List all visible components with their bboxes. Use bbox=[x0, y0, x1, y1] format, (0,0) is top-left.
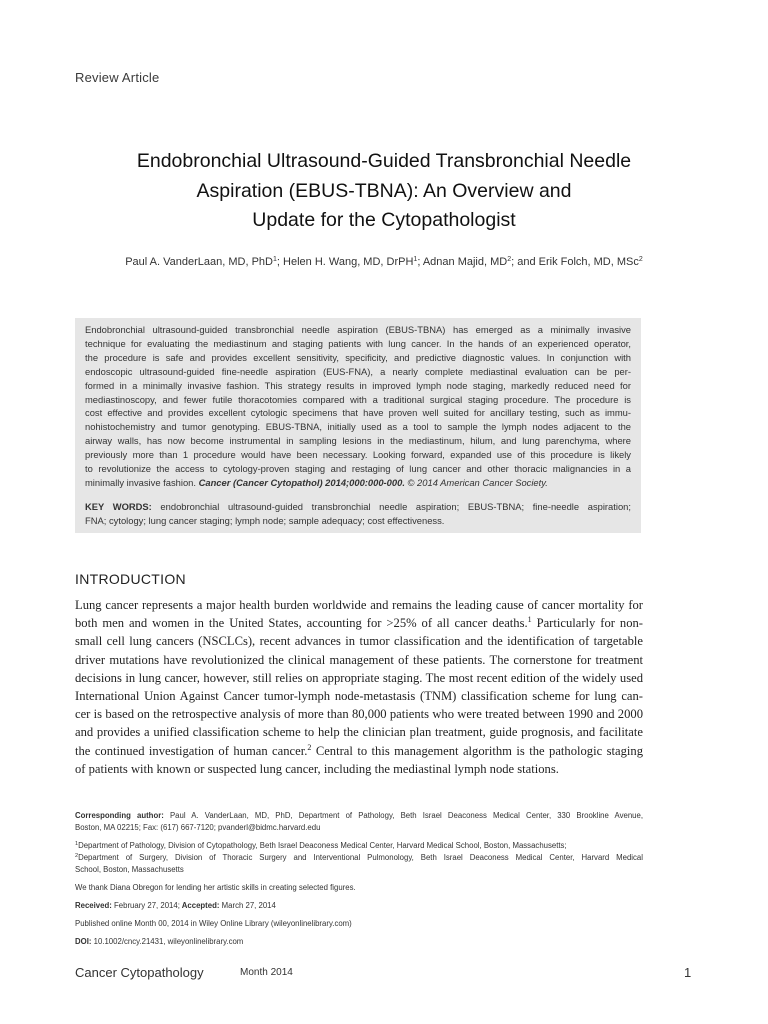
paragraph-line: of patients with known or suspected lung cancer, including the mediastinal lymph node stations. bbox=[75, 761, 559, 776]
received-accepted bbox=[75, 900, 643, 912]
footnote-text: 10.1002/cncy.21431, wileyonlinelibrary.com bbox=[91, 937, 244, 946]
citation-copyright: © 2014 American Cancer Society. bbox=[404, 476, 548, 488]
paragraph-line: cer is based on the retrospective analysis of more than 80,000 patients who were treated between 1990 and 2000 bbox=[75, 707, 643, 722]
corresponding-author bbox=[75, 810, 643, 834]
footnote-label: Received: bbox=[75, 901, 112, 910]
footer-date: Month 2014 bbox=[240, 967, 293, 978]
author-name: ; and Erik Folch, MD, MSc bbox=[511, 256, 639, 268]
author-name: ; Helen H. Wang, MD, DrPH bbox=[276, 256, 414, 268]
affiliations bbox=[75, 840, 643, 876]
published-online: Published online Month 00, 2014 in Wiley Online Library (wileyonlinelibrary.com) bbox=[75, 919, 352, 928]
section-heading: INTRODUCTION bbox=[75, 571, 186, 587]
footnote-line bbox=[75, 852, 643, 864]
footnote-text: Paul A. VanderLaan, MD, PhD, Department of Pathology, Beth Israel Deaconess Medical Center, 330 Brookline Avenue, bbox=[163, 811, 643, 820]
acknowledgment: We thank Diana Obregon for lending her artistic skills in creating selected figures. bbox=[75, 883, 356, 892]
author-list bbox=[60, 256, 708, 268]
affiliation-marker: 1 bbox=[273, 256, 277, 263]
abstract-text bbox=[85, 323, 631, 490]
abstract-last-line bbox=[85, 476, 631, 490]
affiliation-marker: 1 bbox=[75, 841, 79, 847]
title-line: Update for the Cytopathologist bbox=[252, 209, 516, 231]
footnote-label: DOI: bbox=[75, 937, 92, 946]
title-line: Endobronchial Ultrasound-Guided Transbronchial Needle bbox=[136, 150, 632, 172]
reference-marker: 1 bbox=[527, 615, 532, 625]
footnote-line bbox=[75, 840, 643, 852]
abstract-line: to revolutionize the access to cytology-proven staging and restaging of lung cancer and other thoracic malignancies in a bbox=[85, 463, 631, 475]
paragraph-line: driver mutations have revolutionized the clinical management of these patients. The cornerstone for treatment bbox=[75, 652, 643, 667]
abstract-line: airway walls, has now become instrumental in sampling lesions in the mediastinum, hilum, and lung parenchyma, where bbox=[85, 435, 631, 447]
article-title bbox=[60, 147, 708, 236]
paragraph-line bbox=[75, 614, 643, 632]
affiliation-marker: 2 bbox=[507, 256, 512, 263]
affiliation-marker: 1 bbox=[413, 256, 418, 263]
abstract-line: the procedure is safe and provides excellent sensitivity, specificity, and predictive diagnostic values. In conjunction with bbox=[85, 351, 631, 363]
author-name: Paul A. VanderLaan, MD, PhD bbox=[125, 256, 273, 268]
abstract-line: endoscopic ultrasound-guided fine-needle aspiration (EUS-FNA), a nearly complete mediastinal evaluation can be per- bbox=[85, 365, 631, 377]
abstract-line: nohistochemistry and tumor genotyping. EBUS-TBNA, initially used as a tool to sample the lymph nodes adjacent to the bbox=[85, 421, 631, 433]
footnote-text: Department of Pathology, Division of Cytopathology, Beth Israel Deaconess Medical Center, Harvard Medical School, Boston, Massachusetts; bbox=[78, 841, 567, 850]
citation bbox=[199, 477, 548, 488]
abstract-line: mediastinoscopy, and fewer futile thoracotomies compared with a traditional surgical staging procedure. The procedure is bbox=[85, 393, 631, 405]
abstract-line: technique for evaluating the mediastinum and staging patients with lung cancer. In the hands of an experienced operator, bbox=[85, 337, 631, 349]
paragraph-text: the continued investigation of human cancer. bbox=[75, 743, 308, 758]
footnote-text: February 27, 2014; bbox=[111, 901, 180, 910]
footnote-line bbox=[75, 810, 643, 822]
abstract-line: cost effective and provides excellent cytologic specimens that have proven well suited for ancillary testing, such as immu- bbox=[85, 407, 631, 419]
footnote-label: Corresponding author: bbox=[75, 811, 164, 820]
author-name: ; Adnan Majid, MD bbox=[417, 256, 508, 268]
keywords-line bbox=[85, 500, 631, 514]
abstract-line: Endobronchial ultrasound-guided transbronchial needle aspiration (EBUS-TBNA) has emerged as a minimally invasive bbox=[85, 324, 631, 335]
page-number: 1 bbox=[684, 965, 692, 980]
footer-journal-name: Cancer Cytopathology bbox=[75, 965, 204, 980]
paragraph-line bbox=[75, 742, 643, 760]
footnote-line: School, Boston, Massachusetts bbox=[75, 865, 184, 874]
paragraph-line: International Union Against Cancer tumor-lymph node-metastasis (TNM) classification scheme for lung can- bbox=[75, 689, 643, 704]
abstract-line: minimally invasive fashion. bbox=[85, 476, 196, 488]
paragraph-line: decisions in lung cancer, however, still relies on appropriate staging. The most recent edition of the widely used bbox=[75, 670, 643, 685]
footnote-label: Accepted: bbox=[179, 901, 220, 910]
abstract-line: formed in a minimally invasive fashion. This strategy results in improved lymph node staging, markedly reduced need for bbox=[85, 379, 631, 391]
keywords-block bbox=[85, 500, 631, 528]
introduction-paragraph bbox=[75, 596, 643, 778]
keywords-line: FNA; cytology; lung cancer staging; lymph node; sample adequacy; cost effectiveness. bbox=[85, 514, 445, 526]
doi bbox=[75, 936, 643, 948]
footnote-text: Department of Surgery, Division of Thoracic Surgery and Interventional Pulmonology, Beth Israel Deaconess Medical Center, Harvard Medical bbox=[78, 853, 643, 862]
paragraph-line: small cell lung cancers (NSCLCs), recent advances in tumor classification and the identification of targetable bbox=[75, 634, 643, 649]
reference-marker: 2 bbox=[307, 742, 312, 752]
footnotes bbox=[75, 810, 643, 954]
paragraph-line: and provides a unified classification scheme to help the clinician plan treatment, guide prognosis, and facilitate bbox=[75, 725, 643, 740]
article-type-label: Review Article bbox=[75, 70, 160, 85]
affiliation-marker: 2 bbox=[638, 256, 643, 263]
citation-journal: Cancer (Cancer Cytopathol) 2014;000:000-000. bbox=[198, 476, 405, 488]
abstract-line: previously more than 1 procedure would have been necessary. Looking forward, expanded use of this procedure is likely bbox=[85, 449, 631, 461]
paragraph-text: both men and women in the United States, accounting for >25% of all cancer deaths. bbox=[75, 616, 528, 631]
footnote-text: March 27, 2014 bbox=[219, 901, 276, 910]
keywords-text: endobronchial ultrasound-guided transbronchial needle aspiration; EBUS-TBNA; fine-needle aspiration; bbox=[151, 501, 631, 512]
affiliation-marker: 2 bbox=[75, 853, 79, 859]
keywords-label: KEY WORDS: bbox=[85, 501, 152, 512]
title-line: Aspiration (EBUS-TBNA): An Overview and bbox=[196, 179, 572, 202]
paragraph-text: Particularly for non- bbox=[531, 616, 643, 631]
paragraph-text: Central to this management algorithm is the pathologic staging bbox=[311, 743, 644, 758]
footnote-line: Boston, MA 02215; Fax: (617) 667-7120; pvanderl@bidmc.harvard.edu bbox=[75, 823, 321, 832]
paragraph-line: Lung cancer represents a major health burden worldwide and remains the leading cause of cancer mortality for bbox=[75, 598, 643, 612]
